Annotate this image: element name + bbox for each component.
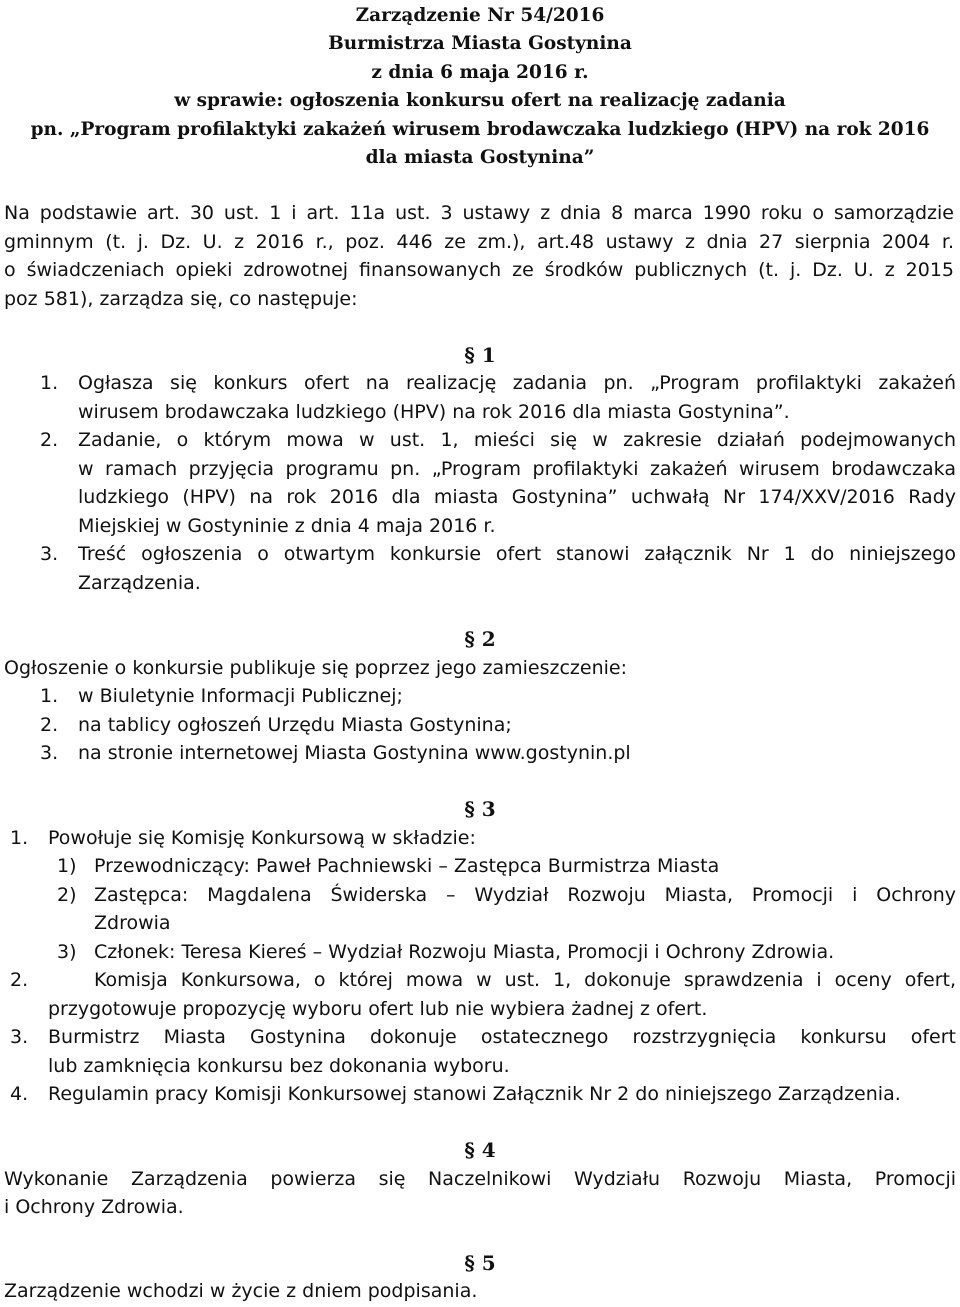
section-1-item-text: Ogłasza się konkurs ofert na realizację zadania pn. „Program profilaktyki zakażeń	[78, 372, 956, 394]
section-3-item-text: Powołuje się Komisję Konkursową w składzie:	[48, 827, 476, 849]
document-date: z dnia 6 maja 2016 r.	[371, 62, 589, 83]
section-2-intro: Ogłoszenie o konkursie publikuje się poprzez jego zamieszczenie:	[4, 657, 627, 679]
section-1-item-text: Zarządzenia.	[78, 572, 201, 594]
committee-member-text: Zdrowia	[94, 912, 171, 934]
document-subject-line-3: dla miasta Gostynina”	[365, 147, 595, 168]
committee-member-number: 2)	[57, 884, 77, 906]
section-1-item-text: Treść ogłoszenia o otwartym konkursie ofert stanowi załącznik Nr 1 do niniejszego	[78, 543, 956, 565]
section-3-item-number: 3.	[10, 1026, 29, 1048]
section-2-item-text: na tablicy ogłoszeń Urzędu Miasta Gostynina;	[78, 714, 512, 736]
section-3-item-number: 1.	[10, 827, 29, 849]
committee-member-number: 1)	[57, 855, 77, 877]
committee-member-text: Członek: Teresa Kiereś – Wydział Rozwoju Miasta, Promocji i Ochrony Zdrowia.	[94, 941, 835, 963]
section-3-item-text: lub zamknięcia konkursu bez dokonania wyboru.	[48, 1055, 510, 1077]
section-4-heading: § 4	[464, 1138, 496, 1162]
section-4-text: Wykonanie Zarządzenia powierza się Naczelnikowi Wydziału Rozwoju Miasta, Promocji	[4, 1168, 956, 1190]
section-1-heading: § 1	[464, 343, 496, 367]
section-2-heading: § 2	[464, 627, 496, 651]
section-2-item-text: w Biuletynie Informacji Publicznej;	[78, 685, 403, 707]
section-3-item-text: Komisja Konkursowa, o której mowa w ust. 1, dokonuje sprawdzenia i oceny ofert,	[94, 969, 956, 991]
section-3-item-number: 4.	[10, 1083, 29, 1105]
preamble-line: Na podstawie art. 30 ust. 1 i art. 11a ust. 3 ustawy z dnia 8 marca 1990 roku o samorządzie	[4, 202, 954, 224]
section-1-item-number: 3.	[40, 543, 59, 565]
section-2-item-text: na stronie internetowej Miasta Gostynina www.gostynin.pl	[78, 742, 631, 764]
section-2-item-number: 2.	[40, 714, 59, 736]
section-1-item-text: Zadanie, o którym mowa w ust. 1, mieści się w zakresie działań podejmowanych	[78, 429, 956, 451]
section-1-item-text: ludzkiego (HPV) na rok 2016 dla miasta Gostynina” uchwałą Nr 174/XXV/2016 Rady	[78, 486, 956, 508]
section-1-item-text: w ramach przyjęcia programu pn. „Program profilaktyki zakażeń wirusem brodawczaka	[78, 458, 956, 480]
section-1-item-text: wirusem brodawczaka ludzkiego (HPV) na rok 2016 dla miasta Gostynina”.	[78, 401, 790, 423]
document-subject-line-2: pn. „Program profilaktyki zakażeń wirusem brodawczaka ludzkiego (HPV) na rok 2016	[30, 119, 930, 140]
section-3-item-text: przygotowuje propozycję wyboru ofert lub nie wybiera żadnej z ofert.	[48, 998, 708, 1020]
preamble-line: o świadczeniach opieki zdrowotnej finansowanych ze środków publicznych (t. j. Dz. U. z 2015	[4, 259, 954, 281]
preamble-line: poz 581), zarządza się, co następuje:	[4, 288, 358, 310]
document-issuer: Burmistrza Miasta Gostynina	[328, 33, 632, 54]
section-1-item-number: 2.	[40, 429, 59, 451]
document-title: Zarządzenie Nr 54/2016	[355, 5, 605, 26]
section-5-heading: § 5	[464, 1251, 496, 1275]
section-2-item-number: 3.	[40, 742, 59, 764]
section-5-text: Zarządzenie wchodzi w życie z dniem podpisania.	[4, 1280, 478, 1302]
document-subject-line-1: w sprawie: ogłoszenia konkursu ofert na realizację zadania	[174, 90, 786, 111]
committee-member-number: 3)	[57, 941, 77, 963]
section-3-item-text: Burmistrz Miasta Gostynina dokonuje ostatecznego rozstrzygnięcia konkursu ofert	[48, 1026, 956, 1048]
section-4-text: i Ochrony Zdrowia.	[4, 1196, 184, 1218]
section-3-item-text: Regulamin pracy Komisji Konkursowej stanowi Załącznik Nr 2 do niniejszego Zarządzenia.	[48, 1083, 901, 1105]
committee-member-text: Przewodniczący: Paweł Pachniewski – Zastępca Burmistrza Miasta	[94, 855, 720, 877]
section-1-item-number: 1.	[40, 372, 59, 394]
section-3-item-number: 2.	[10, 969, 29, 991]
section-3-heading: § 3	[464, 797, 496, 821]
section-1-item-text: Miejskiej w Gostyninie z dnia 4 maja 2016 r.	[78, 515, 496, 537]
committee-member-text: Zastępca: Magdalena Świderska – Wydział Rozwoju Miasta, Promocji i Ochrony	[94, 884, 956, 906]
preamble-line: gminnym (t. j. Dz. U. z 2016 r., poz. 446 ze zm.), art.48 ustawy z dnia 27 sierpnia 2004 r.	[4, 231, 954, 253]
section-2-item-number: 1.	[40, 685, 59, 707]
